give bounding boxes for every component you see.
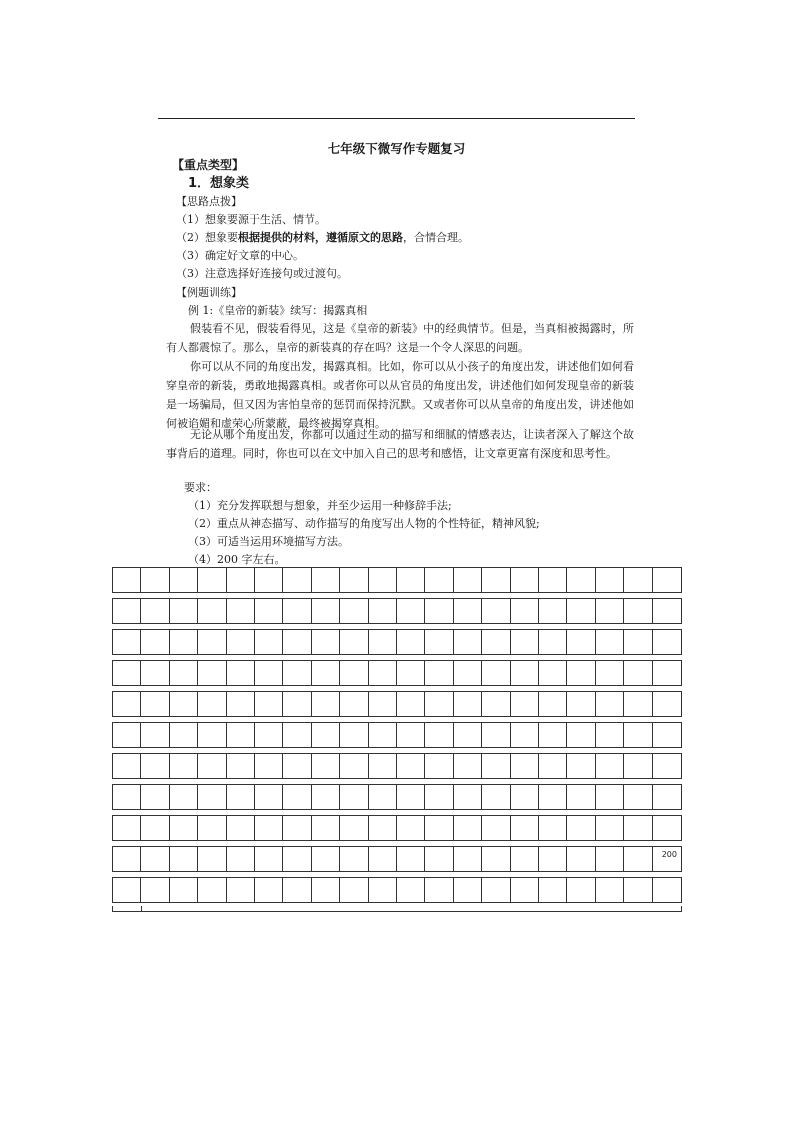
grid-cell[interactable] — [511, 723, 539, 747]
grid-cell[interactable] — [624, 692, 652, 716]
grid-cell[interactable] — [283, 599, 311, 623]
section-heading: 【重点类型】 — [172, 158, 245, 172]
grid-cell[interactable] — [624, 847, 652, 871]
grid-cell[interactable] — [653, 630, 681, 654]
grid-cell[interactable] — [227, 723, 255, 747]
grid-cell[interactable] — [312, 816, 340, 840]
grid-row — [112, 784, 682, 810]
requirement-1: （1）充分发挥联想与想象，并至少运用一种修辞手法; — [188, 499, 452, 512]
grid-cell[interactable] — [340, 692, 368, 716]
grid-cell[interactable] — [511, 878, 539, 902]
grid-cell[interactable] — [454, 816, 482, 840]
grid-cell[interactable] — [653, 692, 681, 716]
grid-cell[interactable] — [255, 816, 283, 840]
grid-cell[interactable] — [170, 785, 198, 809]
tip-1: （1）想象要源于生活、情节。 — [176, 213, 326, 226]
grid-cell[interactable] — [539, 723, 567, 747]
grid-cell[interactable] — [255, 630, 283, 654]
grid-cell[interactable] — [482, 630, 510, 654]
grid-cell[interactable] — [283, 568, 311, 592]
grid-cell[interactable] — [624, 661, 652, 685]
grid-cell[interactable] — [113, 847, 141, 871]
grid-bottom-strip — [112, 906, 682, 912]
grid-row — [112, 598, 682, 624]
grid-cell[interactable] — [113, 630, 141, 654]
grid-cell[interactable] — [340, 816, 368, 840]
grid-row — [112, 660, 682, 686]
grid-cell[interactable] — [624, 816, 652, 840]
grid-cell[interactable] — [170, 599, 198, 623]
grid-cell[interactable] — [596, 878, 624, 902]
grid-cell[interactable] — [624, 785, 652, 809]
grid-cell[interactable] — [198, 878, 226, 902]
grid-cell[interactable] — [397, 630, 425, 654]
grid-cell[interactable] — [141, 692, 169, 716]
grid-cell[interactable] — [567, 754, 595, 778]
grid-cell[interactable] — [198, 754, 226, 778]
grid-cell[interactable] — [425, 568, 453, 592]
grid-cell[interactable] — [454, 630, 482, 654]
grid-cell[interactable] — [624, 723, 652, 747]
example-title: 例 1:《皇帝的新装》续写：揭露真相 — [188, 304, 368, 317]
grid-row — [112, 846, 682, 872]
grid-cell[interactable] — [482, 661, 510, 685]
grid-cell[interactable] — [596, 568, 624, 592]
grid-cell[interactable] — [141, 723, 169, 747]
grid-cell[interactable] — [567, 692, 595, 716]
grid-cell[interactable] — [454, 723, 482, 747]
grid-cell[interactable] — [255, 692, 283, 716]
grid-cell[interactable] — [369, 878, 397, 902]
grid-cell[interactable] — [511, 692, 539, 716]
grid-cell[interactable] — [340, 785, 368, 809]
grid-cell[interactable] — [255, 661, 283, 685]
grid-cell[interactable] — [141, 661, 169, 685]
grid-cell[interactable] — [340, 599, 368, 623]
grid-cell[interactable] — [482, 785, 510, 809]
grid-cell[interactable] — [170, 847, 198, 871]
grid-cell[interactable] — [653, 847, 681, 871]
grid-cell[interactable] — [369, 754, 397, 778]
grid-cell[interactable] — [596, 599, 624, 623]
grid-cell[interactable] — [397, 661, 425, 685]
grid-cell[interactable] — [113, 599, 141, 623]
grid-cell[interactable] — [567, 785, 595, 809]
grid-cell[interactable] — [312, 599, 340, 623]
grid-cell[interactable] — [624, 568, 652, 592]
grid-cell[interactable] — [369, 568, 397, 592]
grid-cell[interactable] — [397, 785, 425, 809]
grid-cell[interactable] — [425, 816, 453, 840]
grid-cell[interactable] — [482, 754, 510, 778]
grid-cell[interactable] — [511, 630, 539, 654]
grid-cell[interactable] — [255, 754, 283, 778]
grid-cell[interactable] — [227, 754, 255, 778]
grid-cell[interactable] — [283, 878, 311, 902]
grid-cell[interactable] — [567, 878, 595, 902]
grid-cell[interactable] — [170, 661, 198, 685]
grid-row — [112, 722, 682, 748]
grid-cell[interactable] — [596, 816, 624, 840]
grid-cell[interactable] — [511, 661, 539, 685]
grid-cell[interactable] — [113, 661, 141, 685]
grid-row — [112, 629, 682, 655]
grid-cell[interactable] — [227, 816, 255, 840]
grid-cell[interactable] — [170, 692, 198, 716]
grid-cell[interactable] — [511, 568, 539, 592]
grid-cell[interactable] — [113, 754, 141, 778]
grid-cell[interactable] — [624, 754, 652, 778]
grid-cell[interactable] — [454, 878, 482, 902]
grid-cell[interactable] — [567, 630, 595, 654]
grid-cell[interactable] — [596, 630, 624, 654]
grid-cell[interactable] — [482, 723, 510, 747]
grid-cell[interactable] — [397, 599, 425, 623]
grid-cell[interactable] — [227, 692, 255, 716]
grid-cell[interactable] — [227, 878, 255, 902]
grid-cell[interactable] — [113, 723, 141, 747]
grid-cell[interactable] — [198, 599, 226, 623]
grid-cell[interactable] — [170, 568, 198, 592]
grid-cell[interactable] — [141, 878, 169, 902]
grid-cell[interactable] — [340, 630, 368, 654]
grid-cell[interactable] — [369, 785, 397, 809]
grid-cell[interactable] — [397, 878, 425, 902]
grid-cell[interactable] — [596, 847, 624, 871]
grid-cell[interactable] — [539, 692, 567, 716]
grid-cell[interactable] — [369, 847, 397, 871]
grid-cell[interactable] — [141, 630, 169, 654]
grid-cell[interactable] — [113, 785, 141, 809]
grid-cell[interactable] — [170, 630, 198, 654]
grid-cell[interactable] — [425, 599, 453, 623]
paragraph-2: 你可以从不同的角度出发，揭露真相。比如，你可以从小孩子的角度出发，讲述他们如何看穿皇帝的新装，勇敢地揭露真相。或者你可以从官员的角度出发，讲述他们如何发现皇帝的新装是一场骗局，但又因为害怕皇帝的惩罚而保持沉默。又或者你可以从皇帝的角度出发，讲述他如何被谄媚和虚荣心所蒙蔽，最终被揭穿真相。 — [166, 360, 634, 430]
grid-cell[interactable] — [567, 599, 595, 623]
grid-cell[interactable] — [482, 568, 510, 592]
grid-row — [112, 877, 682, 903]
grid-cell[interactable] — [312, 568, 340, 592]
grid-cell[interactable] — [539, 785, 567, 809]
grid-cell[interactable] — [255, 878, 283, 902]
grid-cell[interactable] — [312, 847, 340, 871]
grid-cell[interactable] — [653, 599, 681, 623]
grid-cell[interactable] — [596, 723, 624, 747]
grid-cell[interactable] — [340, 723, 368, 747]
grid-cell[interactable] — [283, 816, 311, 840]
grid-cell[interactable] — [511, 816, 539, 840]
grid-cell[interactable] — [539, 754, 567, 778]
grid-cell[interactable] — [425, 723, 453, 747]
grid-cell[interactable] — [312, 785, 340, 809]
grid-cell[interactable] — [340, 878, 368, 902]
grid-cell[interactable] — [567, 568, 595, 592]
grid-cell[interactable] — [482, 599, 510, 623]
grid-cell[interactable] — [312, 723, 340, 747]
grid-cell[interactable] — [454, 692, 482, 716]
grid-cell[interactable] — [283, 785, 311, 809]
grid-cell[interactable] — [454, 754, 482, 778]
grid-cell[interactable] — [340, 568, 368, 592]
grid-row — [112, 815, 682, 841]
grid-cell[interactable] — [255, 785, 283, 809]
grid-row — [112, 753, 682, 779]
grid-cell[interactable] — [283, 754, 311, 778]
grid-cell[interactable] — [511, 847, 539, 871]
grid-cell[interactable] — [425, 878, 453, 902]
grid-cell[interactable] — [653, 785, 681, 809]
grid-cell[interactable] — [653, 816, 681, 840]
grid-cell[interactable] — [511, 754, 539, 778]
grid-cell[interactable] — [170, 816, 198, 840]
grid-cell[interactable] — [653, 723, 681, 747]
grid-cell[interactable] — [312, 878, 340, 902]
grid-cell[interactable] — [454, 847, 482, 871]
grid-cell[interactable] — [312, 754, 340, 778]
requirement-2: （2）重点从神态描写、动作描写的角度写出人物的个性特征，精神风貌; — [188, 517, 540, 530]
grid-cell[interactable] — [567, 816, 595, 840]
grid-cell[interactable] — [198, 723, 226, 747]
tip-2: （2）想象要根据提供的材料，遵循原文的思路，合情合理。 — [176, 231, 469, 244]
grid-cell[interactable] — [340, 661, 368, 685]
grid-cell[interactable] — [511, 599, 539, 623]
grid-cell[interactable] — [141, 816, 169, 840]
grid-cell[interactable] — [227, 599, 255, 623]
grid-cell[interactable] — [482, 816, 510, 840]
grid-cell[interactable] — [198, 568, 226, 592]
grid-cell[interactable] — [425, 692, 453, 716]
tip-3: （3）确定好文章的中心。 — [176, 249, 304, 262]
grid-cell[interactable] — [198, 630, 226, 654]
grid-cell[interactable] — [340, 847, 368, 871]
grid-cell[interactable] — [397, 816, 425, 840]
grid-cell[interactable] — [369, 599, 397, 623]
grid-cell[interactable] — [369, 630, 397, 654]
grid-cell[interactable] — [369, 692, 397, 716]
grid-cell[interactable] — [141, 754, 169, 778]
grid-cell[interactable] — [170, 878, 198, 902]
grid-cell[interactable] — [596, 785, 624, 809]
grid-cell[interactable] — [312, 630, 340, 654]
grid-cell[interactable] — [596, 661, 624, 685]
grid-cell[interactable] — [425, 661, 453, 685]
grid-cell[interactable] — [369, 816, 397, 840]
grid-cell[interactable] — [397, 568, 425, 592]
grid-cell[interactable] — [198, 661, 226, 685]
grid-cell[interactable] — [340, 754, 368, 778]
grid-cell[interactable] — [170, 754, 198, 778]
grid-cell[interactable] — [198, 692, 226, 716]
grid-cell[interactable] — [369, 723, 397, 747]
header-rule — [158, 118, 635, 119]
grid-cell[interactable] — [539, 661, 567, 685]
grid-cell[interactable] — [454, 599, 482, 623]
grid-cell[interactable] — [141, 599, 169, 623]
grid-cell[interactable] — [312, 692, 340, 716]
grid-cell[interactable] — [596, 692, 624, 716]
grid-cell[interactable] — [511, 785, 539, 809]
grid-cell[interactable] — [454, 785, 482, 809]
grid-cell[interactable] — [539, 568, 567, 592]
grid-cell[interactable] — [113, 692, 141, 716]
grid-row — [112, 691, 682, 717]
grid-cell[interactable] — [113, 816, 141, 840]
grid-cell[interactable] — [141, 847, 169, 871]
grid-cell[interactable] — [283, 847, 311, 871]
requirement-3: （3）可适当运用环境描写方法。 — [188, 535, 349, 548]
grid-cell[interactable] — [255, 599, 283, 623]
grid-cell[interactable] — [425, 754, 453, 778]
grid-cell[interactable] — [482, 878, 510, 902]
grid-cell[interactable] — [425, 847, 453, 871]
grid-cell[interactable] — [255, 723, 283, 747]
word-count-marker: 200 — [661, 850, 677, 859]
requirements-heading: 要求： — [184, 481, 217, 494]
grid-cell[interactable] — [425, 630, 453, 654]
grid-cell[interactable] — [539, 847, 567, 871]
grid-cell[interactable] — [397, 723, 425, 747]
grid-cell[interactable] — [539, 878, 567, 902]
example-heading: 【例题训练】 — [176, 286, 242, 299]
grid-cell[interactable] — [653, 568, 681, 592]
grid-cell[interactable] — [624, 630, 652, 654]
grid-row — [112, 567, 682, 593]
grid-cell[interactable] — [624, 878, 652, 902]
grid-cell[interactable] — [113, 568, 141, 592]
grid-cell[interactable] — [482, 847, 510, 871]
grid-cell[interactable] — [227, 568, 255, 592]
grid-cell[interactable] — [255, 568, 283, 592]
grid-cell[interactable] — [198, 816, 226, 840]
grid-cell[interactable] — [653, 754, 681, 778]
grid-cell[interactable] — [397, 692, 425, 716]
grid-cell[interactable] — [624, 599, 652, 623]
page-title: 七年级下微写作专题复习 — [327, 141, 466, 156]
grid-cell[interactable] — [539, 599, 567, 623]
tips-heading: 【思路点拨】 — [176, 195, 242, 208]
grid-cell[interactable] — [397, 847, 425, 871]
grid-cell[interactable] — [283, 630, 311, 654]
grid-cell[interactable] — [283, 661, 311, 685]
grid-cell[interactable] — [653, 878, 681, 902]
grid-cell[interactable] — [255, 847, 283, 871]
grid-cell[interactable] — [113, 878, 141, 902]
grid-cell[interactable] — [425, 785, 453, 809]
grid-cell[interactable] — [170, 723, 198, 747]
grid-cell[interactable] — [454, 661, 482, 685]
requirement-4: （4）200 字左右。 — [188, 553, 286, 566]
grid-cell[interactable] — [653, 661, 681, 685]
grid-cell[interactable] — [369, 661, 397, 685]
grid-cell[interactable] — [227, 785, 255, 809]
grid-cell[interactable] — [141, 568, 169, 592]
grid-cell[interactable] — [567, 723, 595, 747]
grid-cell[interactable] — [397, 754, 425, 778]
grid-cell[interactable] — [567, 847, 595, 871]
grid-cell[interactable] — [454, 568, 482, 592]
grid-cell[interactable] — [482, 692, 510, 716]
grid-cell[interactable] — [227, 847, 255, 871]
paragraph-1: 假装看不见，假装看得见，这是《皇帝的新装》中的经典情节。但是，当真相被揭露时，所有人都震惊了。那么，皇帝的新装真的存在吗？这是一个令人深思的问题。 — [166, 322, 634, 354]
tip-4: （3）注意选择好连接句或过渡句。 — [176, 267, 348, 280]
subsection-heading: 1．想象类 — [188, 176, 250, 191]
grid-cell[interactable] — [227, 630, 255, 654]
grid-cell[interactable] — [227, 661, 255, 685]
grid-cell[interactable] — [567, 661, 595, 685]
grid-cell[interactable] — [283, 692, 311, 716]
grid-cell[interactable] — [312, 661, 340, 685]
grid-cell[interactable] — [596, 754, 624, 778]
grid-cell[interactable] — [539, 816, 567, 840]
grid-cell[interactable] — [283, 723, 311, 747]
grid-cell[interactable] — [198, 785, 226, 809]
grid-cell[interactable] — [141, 785, 169, 809]
writing-grid[interactable] — [112, 567, 682, 909]
grid-cell[interactable] — [539, 630, 567, 654]
paragraph-3: 无论从哪个角度出发，你都可以通过生动的描写和细腻的情感表达，让读者深入了解这个故事背后的道理。同时，你也可以在文中加入自己的思考和感悟，让文章更富有深度和思考性。 — [166, 428, 634, 460]
grid-cell[interactable] — [198, 847, 226, 871]
